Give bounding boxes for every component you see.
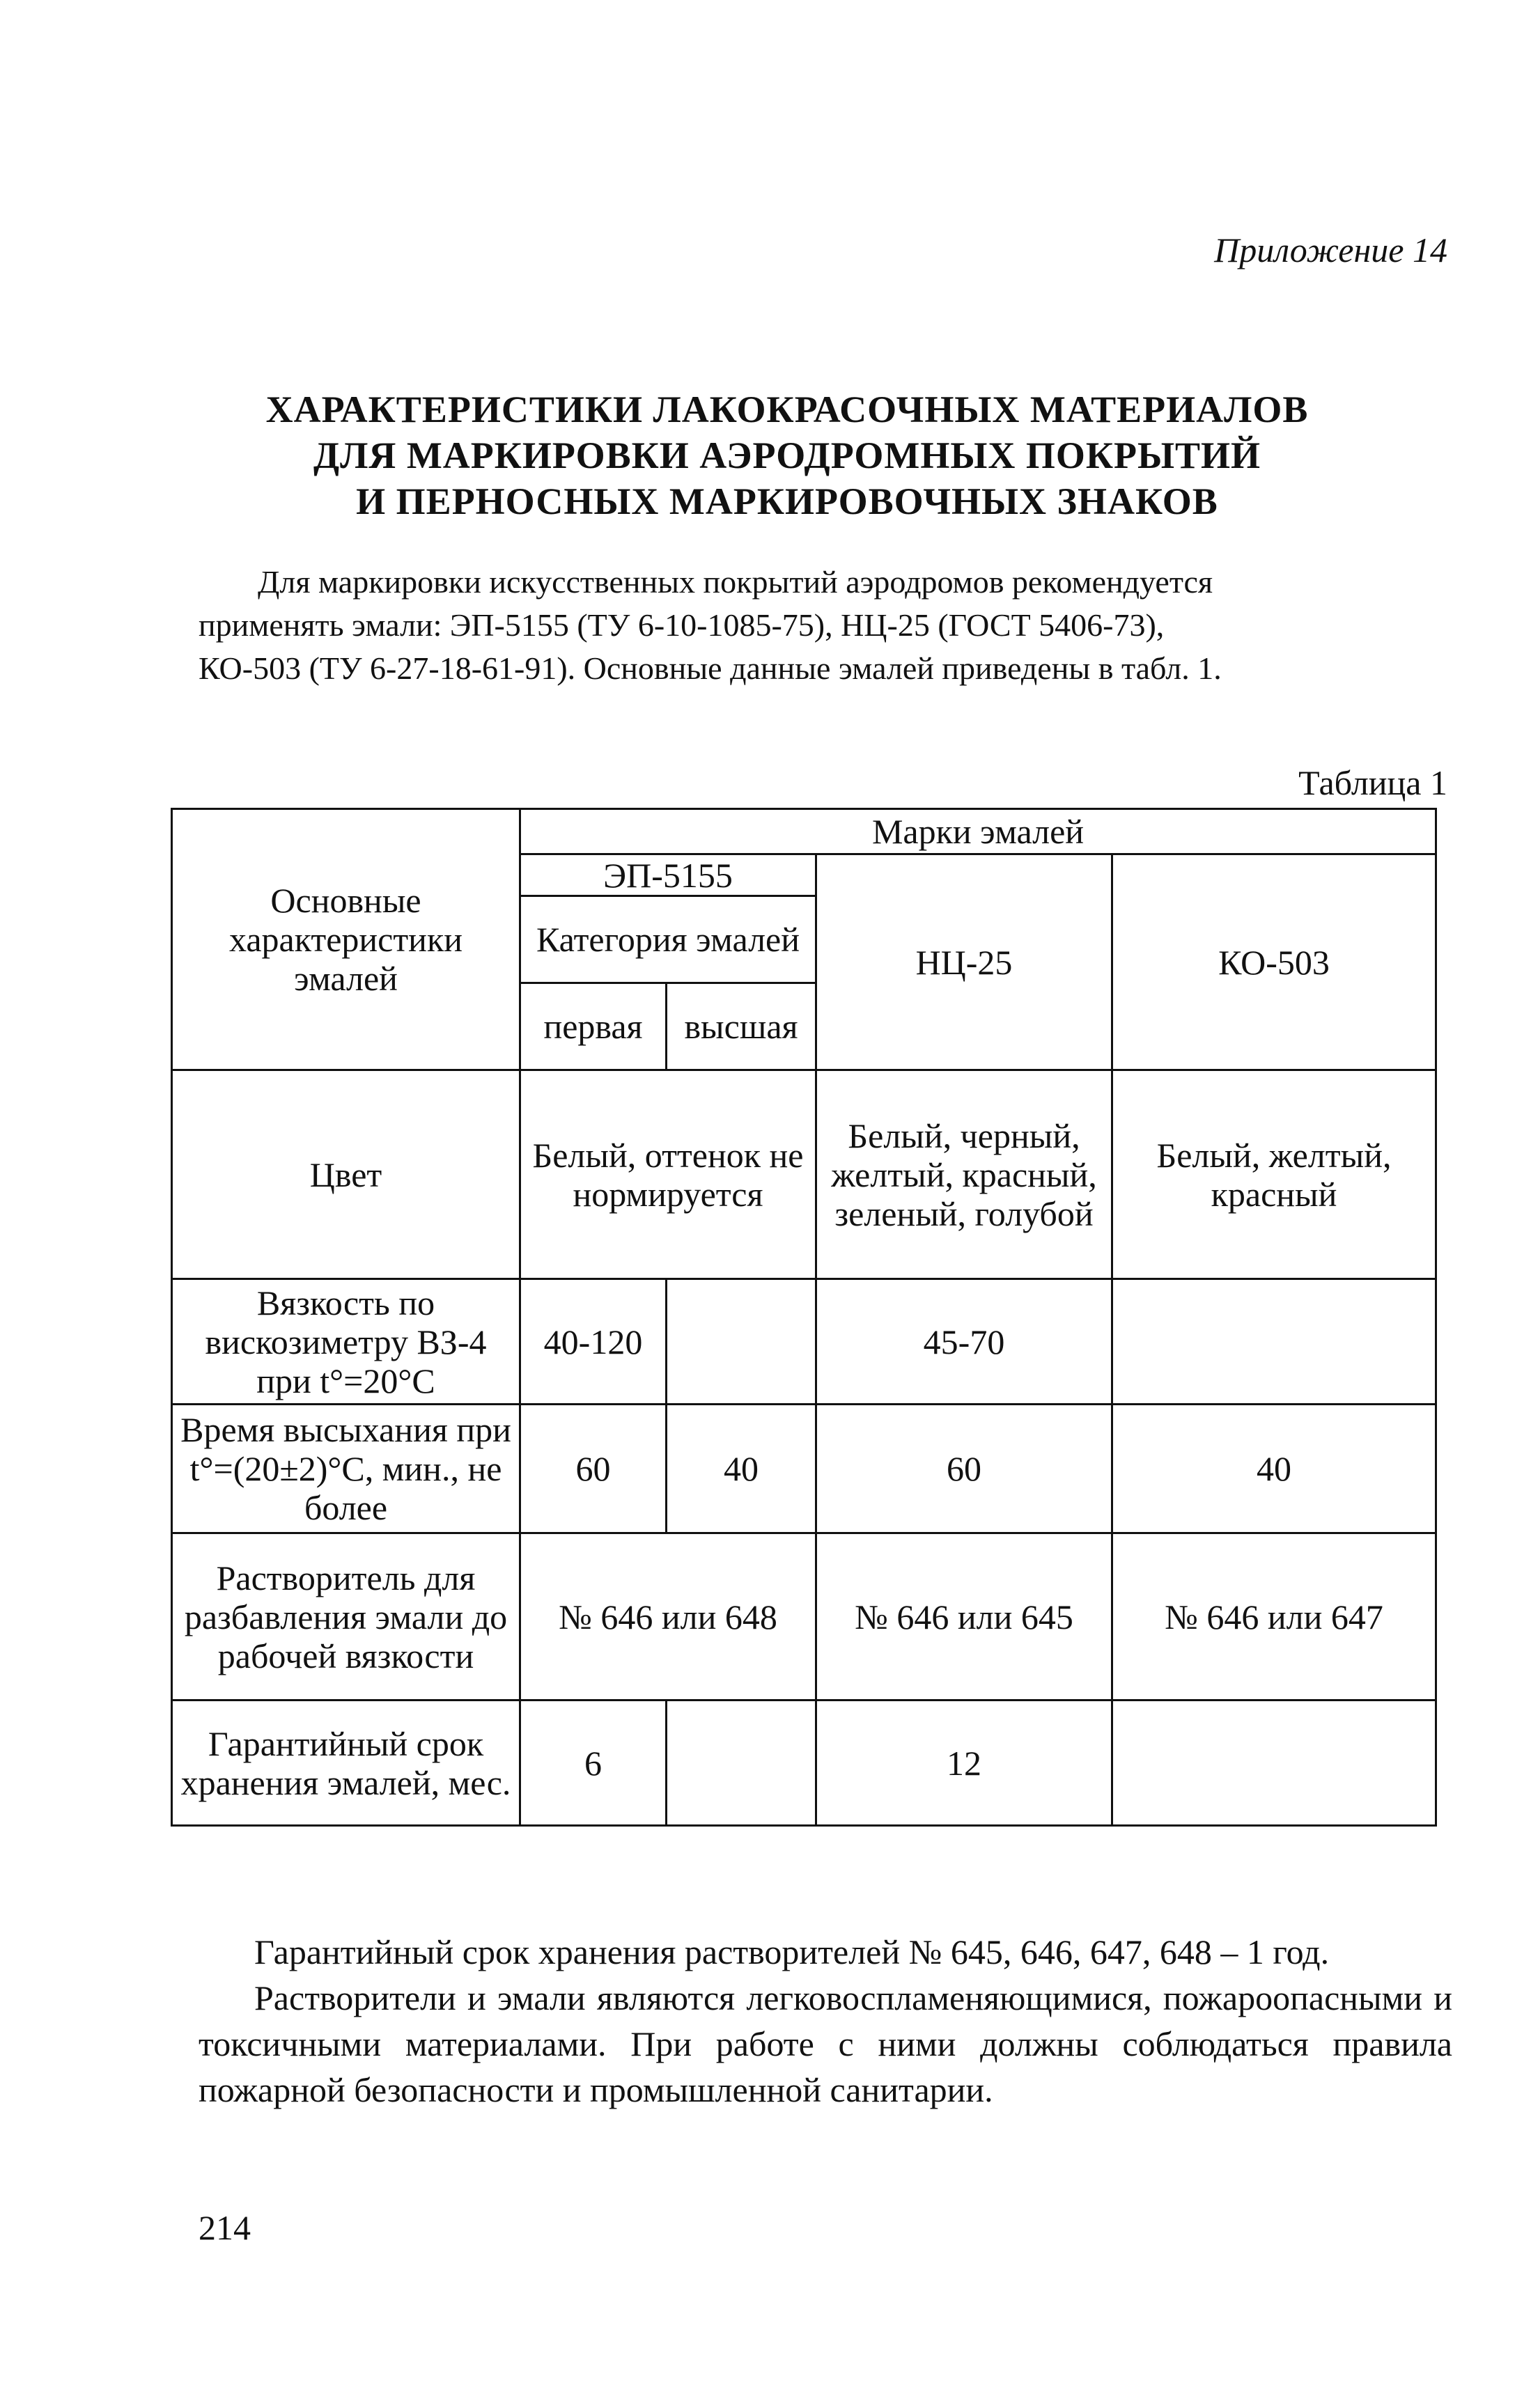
cell-nc: 12: [816, 1701, 1112, 1826]
cell-ep-first: 60: [520, 1405, 667, 1533]
footnote-paragraph: Гарантийный срок хранения растворителей № 645, 646, 647, 648 – 1 год.: [254, 1932, 1330, 1971]
row-label: Время высыхания при t°=(20±2)°С, мин., не более: [172, 1405, 520, 1533]
table-row: [172, 1279, 1436, 1405]
cell-ep-first: 40-120: [520, 1279, 667, 1405]
cell-ko: Белый, желтый, красный: [1112, 1070, 1436, 1279]
category-first-header: первая: [520, 983, 667, 1070]
brand-ko-header: КО-503: [1112, 854, 1436, 1070]
table-row: [172, 1405, 1436, 1533]
intro-line: применять эмали: ЭП-5155 (ТУ 6-10-1085-75), НЦ-25 (ГОСТ 5406-73),: [199, 607, 1165, 643]
cell-ko: [1112, 1701, 1436, 1826]
cell-ep-highest: [667, 1701, 816, 1826]
intro-line: КО-503 (ТУ 6-27-18-61-91). Основные данные эмалей приведены в табл. 1.: [199, 650, 1222, 686]
document-title: [139, 386, 1435, 524]
enamel-characteristics-table: [171, 808, 1437, 1827]
cell-ko: 40: [1112, 1405, 1436, 1533]
group-header-cell: Марки эмалей: [520, 809, 1436, 854]
cell-ko: [1112, 1279, 1436, 1405]
title-line: ХАРАКТЕРИСТИКИ ЛАКОКРАСОЧНЫХ МАТЕРИАЛОВ: [265, 389, 1309, 430]
table-row: [172, 1701, 1436, 1826]
page-number: 214: [199, 2208, 251, 2247]
row-header-cell: Основные характеристики эмалей: [172, 809, 520, 1070]
cell-ep-highest: 40: [667, 1405, 816, 1533]
category-header: Категория эмалей: [520, 896, 816, 983]
table-row: [172, 1533, 1436, 1701]
cell-ko: № 646 или 647: [1112, 1533, 1436, 1701]
brand-nc-header: НЦ-25: [816, 854, 1112, 1070]
cell-nc: № 646 или 645: [816, 1533, 1112, 1701]
footnote-paragraph: Растворители и эмали являются легковоспламеняющимися, пожароопасными и токсичными материалами. При работе с ними должны соблюдаться правила пожарной безопасности и промышленной санитарии.: [199, 1978, 1452, 2109]
footnotes: [199, 1929, 1452, 2113]
intro-paragraph: [199, 561, 1445, 690]
row-label: Растворитель для разбавления эмали до рабочей вязкости: [172, 1533, 520, 1701]
table-row: [172, 1070, 1436, 1279]
cell-nc: Белый, черный, желтый, красный, зеленый, голубой: [816, 1070, 1112, 1279]
cell-nc: 45-70: [816, 1279, 1112, 1405]
row-label: Цвет: [172, 1070, 520, 1279]
title-line: И ПЕРНОСНЫХ МАРКИРОВОЧНЫХ ЗНАКОВ: [356, 480, 1218, 522]
cell-ep: Белый, оттенок не нормируется: [520, 1070, 816, 1279]
title-line: ДЛЯ МАРКИРОВКИ АЭРОДРОМНЫХ ПОКРЫТИЙ: [313, 435, 1261, 476]
row-label: Вязкость по вискозиметру ВЗ-4 при t°=20°С: [172, 1279, 520, 1405]
cell-ep-first: 6: [520, 1701, 667, 1826]
category-highest-header: высшая: [667, 983, 816, 1070]
appendix-label: Приложение 14: [1214, 230, 1447, 269]
cell-ep-highest: [667, 1279, 816, 1405]
intro-line: Для маркировки искусственных покрытий аэродромов рекомендуется: [258, 564, 1213, 600]
row-label: Гарантийный срок хранения эмалей, мес.: [172, 1701, 520, 1826]
brand-ep-header: ЭП-5155: [520, 854, 816, 896]
cell-ep: № 646 или 648: [520, 1533, 816, 1701]
table-label: Таблица 1: [1298, 763, 1447, 802]
cell-nc: 60: [816, 1405, 1112, 1533]
